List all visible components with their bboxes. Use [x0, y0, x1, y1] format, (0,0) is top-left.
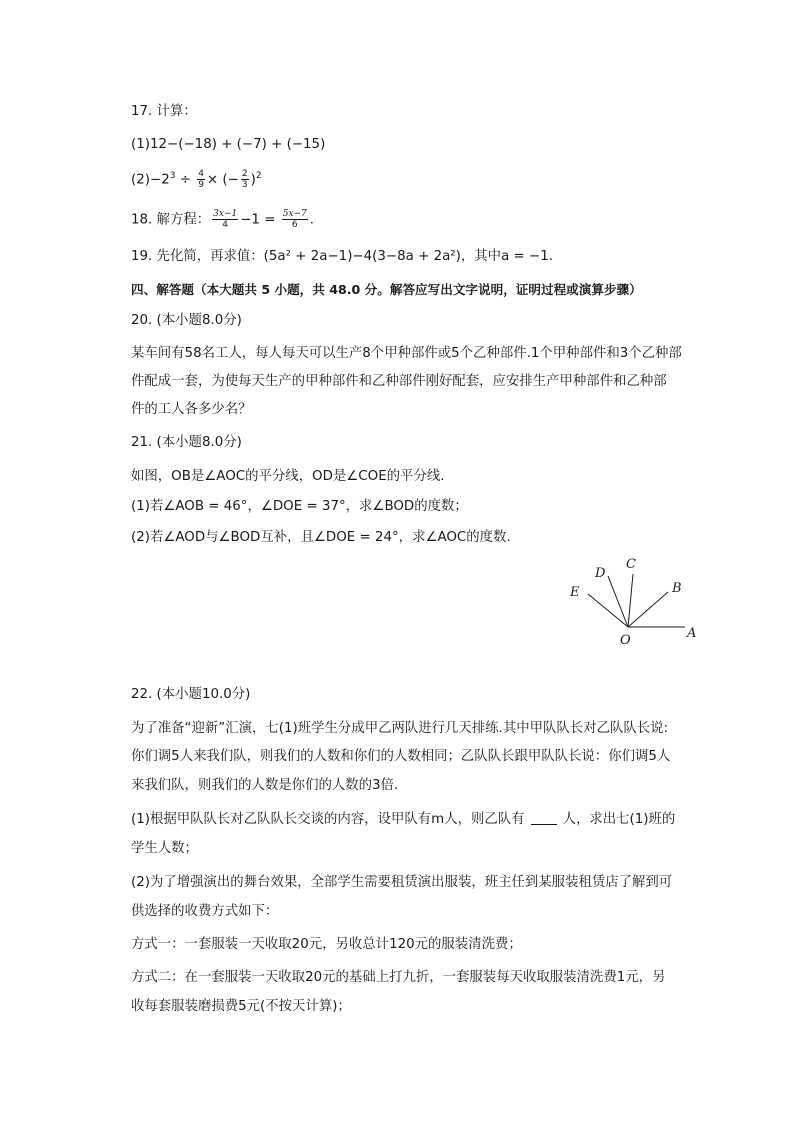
q22-l4-a: (1)根据甲队队长对乙队队长交谈的内容，设甲队有m人，则乙队有: [131, 812, 525, 827]
q17-p2-close: ): [250, 172, 256, 188]
q20-line-2: 件配成一套，为使每天生产的甲种部件和乙种部件刚好配套，应安排生产甲种部件和乙种部: [131, 374, 667, 389]
q17-p2-prefix: (2)−2: [131, 172, 170, 188]
q22-line-4: [131, 810, 675, 830]
angle-figure: [560, 552, 710, 652]
q17-part1: (1)12−(−18) + (−7) + (−15): [131, 137, 326, 152]
label-e: E: [570, 585, 580, 600]
q17-p2-div: ÷: [175, 172, 196, 188]
section-heading: 四、解答题（本大题共 5 小题，共 48.0 分。解答应写出文字说明，证明过程或演算步骤）: [131, 282, 642, 297]
label-d: D: [595, 566, 606, 581]
q22-line-9: 方式二：在一套服装一天收取20元的基础上打九折，一套服装每天收取服装清洗费1元，另: [131, 970, 666, 985]
q17-p2-exp: 3: [169, 171, 176, 181]
q17-p2-times: × (−: [206, 172, 239, 188]
q17-label: 17. 计算：: [131, 104, 197, 119]
q17-part2: [131, 166, 262, 190]
label-b: B: [672, 581, 682, 596]
q20-line-1: 某车间有58名工人，每人每天可以生产8个甲种部件或5个乙种部件.1个甲种部件和3个乙种部: [131, 346, 682, 361]
q17-fraction-2: $\frac{2}{3}$: [241, 168, 248, 190]
q18-line: [131, 209, 314, 231]
q22-line-7: 供选择的收费方式如下：: [131, 904, 279, 919]
ray-oc: [628, 574, 633, 627]
ray-ob: [628, 592, 668, 627]
q22-line-3: 来我们队，则我们的人数是你们的人数的3倍.: [131, 778, 399, 793]
q18-label: 18. 解方程：: [131, 212, 211, 228]
q21-part1: (1)若∠AOB = 46°，∠DOE = 37°，求∠BOD的度数；: [131, 499, 468, 514]
answer-blank[interactable]: [531, 824, 557, 825]
q20-line-3: 件的工人各多少名？: [131, 402, 252, 417]
q22-label: 22. (本小题10.0分): [131, 687, 251, 702]
q17-p2-exp2: 2: [255, 171, 262, 181]
q18-minus-one: −1 =: [240, 212, 280, 228]
q21-intro: 如图，OB是∠AOC的平分线，OD是∠COE的平分线.: [131, 469, 445, 484]
q22-line-10: 收每套服装磨损费5元(不按天计算)；: [131, 999, 351, 1014]
q22-line-1: 为了准备“迎新”汇演，七(1)班学生分成甲乙两队进行几天排练.其中甲队队长对乙队队长说:: [131, 721, 669, 736]
q18-fraction-2: $\frac{5x-7}{6}$: [282, 209, 307, 230]
q21-label: 21. (本小题8.0分): [131, 435, 242, 450]
q18-end: .: [309, 212, 315, 228]
q19-text: 19. 先化简，再求值：(5a² + 2a−1)−4(3−8a + 2a²)，其中a = −1.: [131, 249, 554, 264]
q22-line-8: 方式一：一套服装一天收取20元，另收总计120元的服装清洗费；: [131, 937, 522, 952]
q22-l4-b: 人，求出七(1)班的: [562, 812, 676, 827]
label-a: A: [687, 626, 697, 641]
q18-fraction-1: $\frac{3x-1}{4}$: [213, 209, 238, 230]
q22-line-6: (2)为了增强演出的舞台效果，全部学生需要租赁演出服装，班主任到某服装租赁店了解到可: [131, 875, 673, 890]
label-c: C: [626, 557, 636, 572]
q17-fraction-1: $\frac{4}{9}$: [198, 168, 204, 190]
label-o: O: [620, 633, 631, 648]
q22-line-5: 学生人数；: [131, 841, 198, 856]
q20-label: 20. (本小题8.0分): [131, 313, 242, 328]
q21-part2: (2)若∠AOD与∠BOD互补，且∠DOE = 24°，求∠AOC的度数.: [131, 530, 511, 545]
q22-line-2: 你们调5人来我们队，则我们的人数和你们的人数相同；乙队队长跟甲队队长说：你们调5人: [131, 749, 671, 764]
